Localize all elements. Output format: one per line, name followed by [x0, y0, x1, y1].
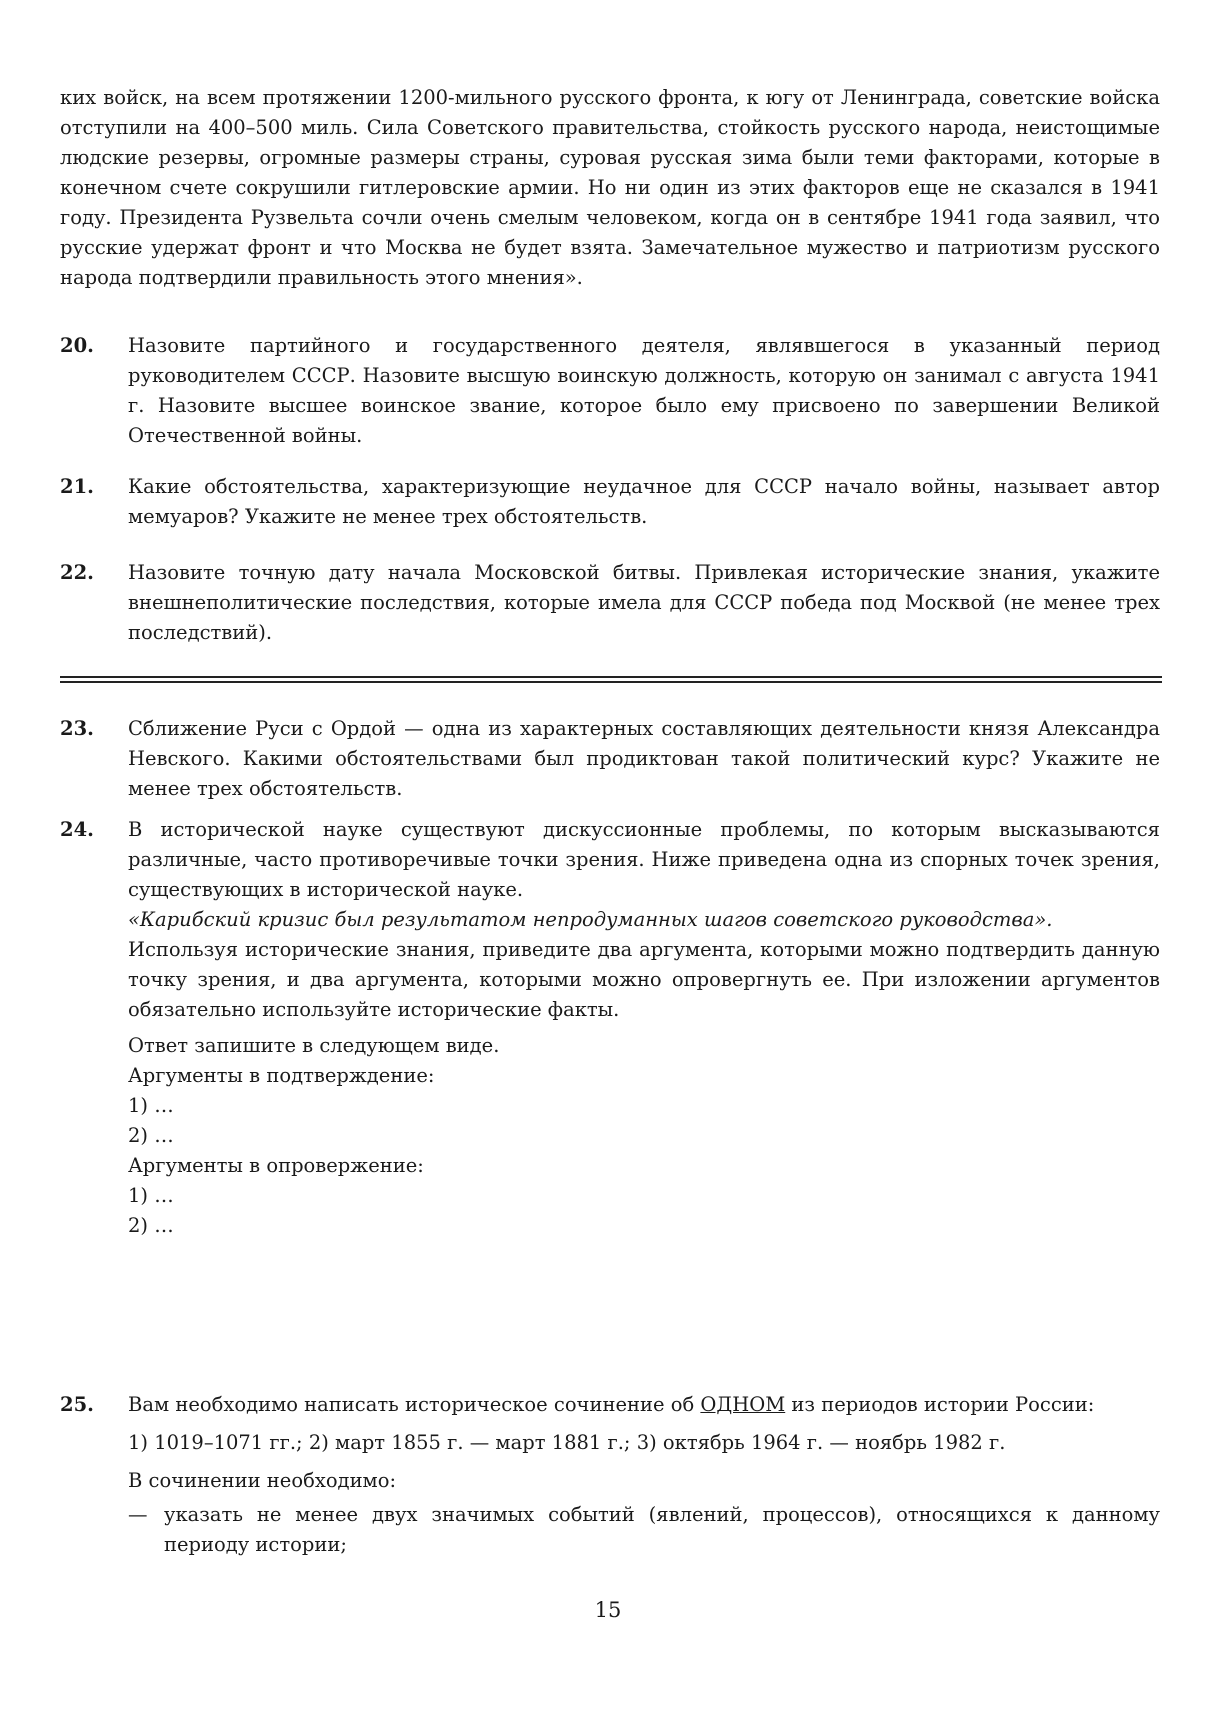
section-divider: [60, 676, 1162, 683]
question-text: Назовите точную дату начала Московской битвы. Привлекая исторические знания, укажите внешнеполитические последствия, которые имела для СССР победа под Москвой (не менее трех последствий).: [128, 561, 1160, 644]
memoir-excerpt-text: [60, 83, 1160, 293]
question-22: [60, 558, 1160, 648]
question-instruction: Используя исторические знания, приведите два аргумента, которыми можно подтвердить данную точку зрения, и два аргумента, которыми можно опровергнуть ее. При изложении аргументов обязательно используйте исторические факты.: [128, 938, 1160, 1021]
question-23: [60, 714, 1160, 804]
question-number: 23.: [60, 717, 94, 740]
history-periods-list: 1) 1019–1071 гг.; 2) март 1855 г. — март 1881 г.; 3) октябрь 1964 г. — ноябрь 1982 г.: [128, 1431, 1006, 1454]
confirm-argument-2: 2) …: [128, 1124, 174, 1147]
question-text: Вам необходимо написать историческое сочинение об ОДНОМ из периодов истории России:: [128, 1393, 1095, 1416]
question-text: Назовите партийного и государственного деятеля, являвшегося в указанный период руководителем СССР. Назовите высшую воинскую должность, которую он занимал с августа 1941 г. Назовите высшее воинское звание, которое было ему присвоено по завершении Великой Отечественной войны.: [128, 334, 1160, 447]
refute-argument-1: 1) …: [128, 1184, 174, 1207]
question-25: [60, 1390, 1160, 1560]
question-text: Сближение Руси с Ордой — одна из характерных составляющих деятельности князя Александра Невского. Какими обстоятельствами был продиктован такой политический курс? Укажите не менее трех обстоятельств.: [128, 717, 1160, 800]
requirements-label: В сочинении необходимо:: [128, 1469, 397, 1492]
question-24: [60, 815, 1160, 1241]
page-number: 15: [594, 1598, 622, 1622]
requirement-item-1: [128, 1500, 1160, 1560]
question-20: [60, 331, 1160, 451]
disputed-viewpoint-quote: «Карибский кризис был результатом непродуманных шагов советского руководства».: [128, 908, 1053, 931]
requirement-text: указать не менее двух значимых событий (явлений, процессов), относящихся к данному периоду истории;: [164, 1503, 1160, 1556]
answer-form-label: Ответ запишите в следующем виде.: [128, 1034, 500, 1057]
question-text: Какие обстоятельства, характеризующие неудачное для СССР начало войны, называет автор мемуаров? Укажите не менее трех обстоятельств.: [128, 475, 1160, 528]
intro-paragraph: ких войск, на всем протяжении 1200-мильного русского фронта, к югу от Ленинграда, советские войска отступили на 400–500 миль. Сила Советского правительства, стойкость русского народа, неистощимые людские резервы, огромные размеры страны, суровая русская зима были теми факторами, которые в конечном счете сокрушили гитлеровские армии. Но ни один из этих факторов еще не сказался в 1941 году. Президента Рузвельта сочли очень смелым человеком, когда он в сентябре 1941 года заявил, что русские удержат фронт и что Москва не будет взята. Замечательное мужество и патриотизм русского народа подтвердили правильность этого мнения».: [60, 86, 1160, 289]
confirm-arguments-label: Аргументы в подтверждение:: [128, 1064, 435, 1087]
emphasized-word: ОДНОМ: [700, 1393, 786, 1416]
question-number: 20.: [60, 334, 94, 357]
question-number: 25.: [60, 1393, 94, 1416]
refute-argument-2: 2) …: [128, 1214, 174, 1237]
question-21: [60, 472, 1160, 532]
question-number: 21.: [60, 475, 94, 498]
refute-arguments-label: Аргументы в опровержение:: [128, 1154, 424, 1177]
question-text: В исторической науке существуют дискуссионные проблемы, по которым высказываются различные, часто противоречивые точки зрения. Ниже приведена одна из спорных точек зрения, существующих в исторической науке.: [128, 818, 1160, 901]
question-number: 24.: [60, 818, 94, 841]
dash-bullet: —: [128, 1503, 148, 1526]
question-number: 22.: [60, 561, 94, 584]
confirm-argument-1: 1) …: [128, 1094, 174, 1117]
